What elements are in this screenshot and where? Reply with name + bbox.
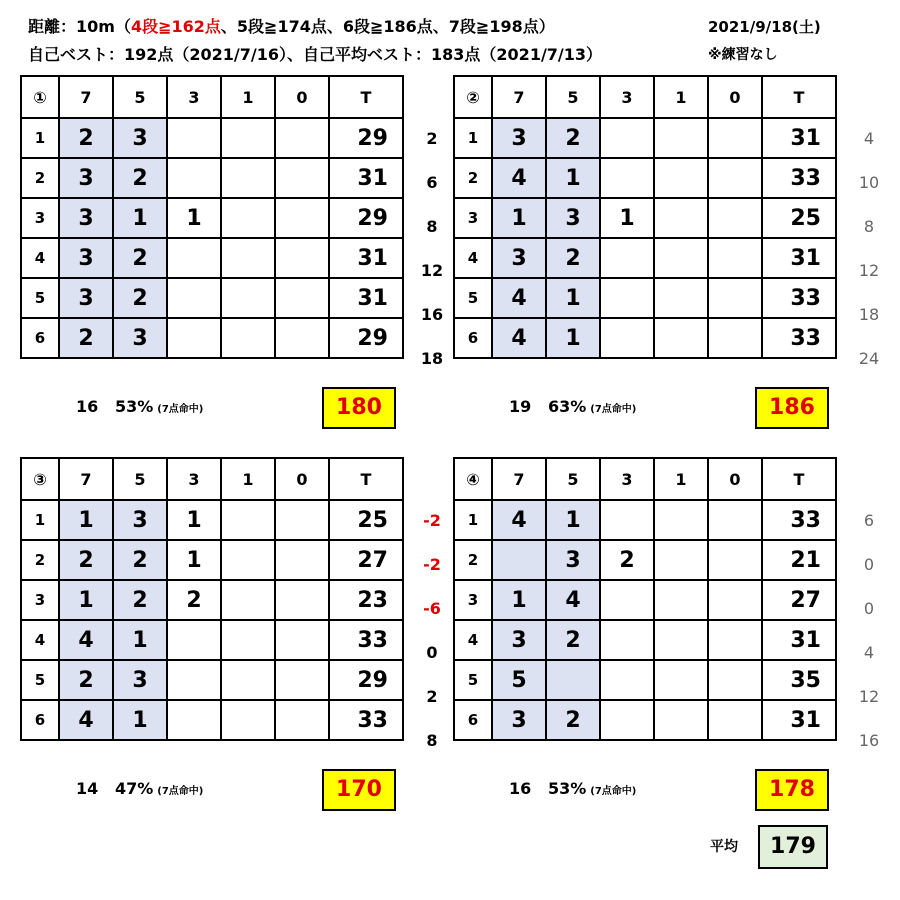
round-label: ③ — [21, 458, 59, 500]
hit-count-cell — [221, 660, 275, 700]
hit-count-cell — [600, 500, 654, 540]
hit-count-cell: 3 — [59, 278, 113, 318]
hit-count-cell — [600, 158, 654, 198]
hit-count-cell: 2 — [167, 580, 221, 620]
hit-count-cell — [654, 580, 708, 620]
hit-count-cell — [167, 278, 221, 318]
hit-count-cell: 3 — [546, 540, 600, 580]
hit-count-cell — [275, 278, 329, 318]
end-number: 5 — [454, 278, 492, 318]
round-3-pct-note: (7点命中) — [157, 786, 204, 797]
hit-count-cell — [275, 540, 329, 580]
round-label: ① — [21, 76, 59, 118]
end-number: 4 — [454, 620, 492, 660]
end-number: 3 — [454, 580, 492, 620]
end-row — [454, 540, 836, 580]
right-diff-value: 6 — [863, 511, 875, 530]
hit-count-cell — [708, 500, 762, 540]
end-total-cell: 35 — [762, 660, 836, 700]
hit-count-cell — [600, 580, 654, 620]
round-1-pct-note: (7点命中) — [157, 404, 204, 415]
side-diff-value: 16 — [420, 305, 444, 324]
hit-count-cell — [654, 500, 708, 540]
hit-count-cell — [654, 118, 708, 158]
column-header: 7 — [492, 76, 546, 118]
hit-count-cell: 4 — [59, 620, 113, 660]
hit-count-cell: 3 — [113, 660, 167, 700]
hit-count-cell: 4 — [492, 278, 546, 318]
hit-count-cell — [167, 158, 221, 198]
hit-count-cell — [600, 118, 654, 158]
end-number: 4 — [21, 238, 59, 278]
hit-count-cell: 2 — [59, 318, 113, 358]
column-header: 5 — [546, 458, 600, 500]
round-4-table — [453, 457, 837, 741]
column-header: 5 — [113, 76, 167, 118]
right-diff-value: 10 — [858, 173, 880, 192]
end-total-cell: 31 — [329, 238, 403, 278]
hit-count-cell: 2 — [546, 620, 600, 660]
column-header: 0 — [275, 458, 329, 500]
column-header: 1 — [654, 76, 708, 118]
hit-count-cell — [221, 318, 275, 358]
end-row — [21, 118, 403, 158]
hit-count-cell — [654, 198, 708, 238]
round-1-hits: 16 — [76, 397, 99, 416]
end-row — [21, 278, 403, 318]
hit-count-cell — [654, 700, 708, 740]
column-header: 1 — [221, 76, 275, 118]
round-1-table — [20, 75, 404, 359]
end-row — [21, 580, 403, 620]
end-row — [454, 620, 836, 660]
hit-count-cell — [221, 580, 275, 620]
hit-count-cell — [708, 318, 762, 358]
end-total-cell: 27 — [329, 540, 403, 580]
column-header: T — [762, 76, 836, 118]
hit-count-cell: 2 — [59, 540, 113, 580]
right-diff-value: 4 — [863, 643, 875, 662]
personal-best-line: 自己ベスト：192点（2021/7/16）、自己平均ベスト：183点（2021/7/13） — [28, 45, 603, 64]
distance-line — [28, 14, 555, 37]
round-label: ② — [454, 76, 492, 118]
end-row — [454, 118, 836, 158]
hit-count-cell — [708, 580, 762, 620]
end-total-cell: 31 — [762, 620, 836, 660]
hit-count-cell — [275, 158, 329, 198]
hit-count-cell: 2 — [546, 238, 600, 278]
session-note: ※練習なし — [708, 47, 778, 63]
hit-count-cell: 1 — [59, 500, 113, 540]
end-total-cell: 33 — [762, 318, 836, 358]
right-diff-value: 4 — [863, 129, 875, 148]
hit-count-cell: 3 — [492, 118, 546, 158]
hit-count-cell — [221, 198, 275, 238]
hit-count-cell: 2 — [113, 580, 167, 620]
right-diff-value: 12 — [858, 261, 880, 280]
column-header: 1 — [221, 458, 275, 500]
end-total-cell: 33 — [762, 158, 836, 198]
end-number: 1 — [21, 118, 59, 158]
end-total-cell: 33 — [329, 700, 403, 740]
hit-count-cell: 3 — [59, 158, 113, 198]
hit-count-cell: 1 — [546, 278, 600, 318]
hit-count-cell: 2 — [113, 278, 167, 318]
round-3-pct: 47% — [114, 779, 154, 798]
hit-count-cell: 1 — [546, 500, 600, 540]
hit-count-cell — [654, 620, 708, 660]
hit-count-cell: 2 — [546, 700, 600, 740]
end-number: 3 — [454, 198, 492, 238]
rank-thresholds-rest: 、5段≧174点、6段≧186点、7段≧198点） — [220, 17, 555, 36]
round-3-total: 170 — [322, 769, 396, 811]
hit-count-cell — [654, 238, 708, 278]
end-number: 1 — [454, 500, 492, 540]
end-row — [21, 318, 403, 358]
hit-count-cell: 2 — [113, 540, 167, 580]
end-row — [454, 700, 836, 740]
round-4-hits: 16 — [509, 779, 532, 798]
hit-count-cell — [221, 278, 275, 318]
column-header: 1 — [654, 458, 708, 500]
column-header: 3 — [600, 458, 654, 500]
side-diff-value: 18 — [420, 349, 444, 368]
hit-count-cell — [708, 278, 762, 318]
end-total-cell: 29 — [329, 318, 403, 358]
round-1-pct: 53% — [114, 397, 154, 416]
end-number: 2 — [454, 158, 492, 198]
end-number: 6 — [454, 318, 492, 358]
end-total-cell: 31 — [329, 278, 403, 318]
hit-count-cell — [221, 620, 275, 660]
hit-count-cell: 1 — [113, 620, 167, 660]
end-row — [21, 540, 403, 580]
end-number: 2 — [21, 540, 59, 580]
hit-count-cell: 4 — [492, 500, 546, 540]
hit-count-cell — [167, 700, 221, 740]
column-header: 7 — [492, 458, 546, 500]
end-row — [21, 700, 403, 740]
end-number: 2 — [454, 540, 492, 580]
column-header: T — [329, 458, 403, 500]
end-row — [21, 660, 403, 700]
hit-count-cell — [600, 620, 654, 660]
hit-count-cell — [167, 238, 221, 278]
hit-count-cell: 1 — [113, 198, 167, 238]
end-number: 2 — [21, 158, 59, 198]
hit-count-cell: 2 — [113, 158, 167, 198]
hit-count-cell: 1 — [492, 580, 546, 620]
hit-count-cell — [275, 500, 329, 540]
end-row — [21, 238, 403, 278]
hit-count-cell: 1 — [600, 198, 654, 238]
end-number: 3 — [21, 580, 59, 620]
hit-count-cell: 4 — [492, 158, 546, 198]
right-diff-value: 12 — [858, 687, 880, 706]
side-diff-value: 8 — [426, 217, 438, 236]
end-total-cell: 31 — [762, 118, 836, 158]
rank-threshold-4dan: 4段≧162点 — [130, 17, 221, 36]
end-number: 6 — [454, 700, 492, 740]
round-1-total: 180 — [322, 387, 396, 429]
column-header: 0 — [708, 458, 762, 500]
column-header: 5 — [546, 76, 600, 118]
side-diff-value: 6 — [426, 173, 438, 192]
right-diff-value: 24 — [858, 349, 880, 368]
round-4-pct-note: (7点命中) — [590, 786, 637, 797]
hit-count-cell: 3 — [113, 318, 167, 358]
end-row — [454, 198, 836, 238]
end-number: 1 — [21, 500, 59, 540]
end-total-cell: 33 — [329, 620, 403, 660]
hit-count-cell: 3 — [113, 500, 167, 540]
end-total-cell: 31 — [329, 158, 403, 198]
hit-count-cell: 3 — [59, 238, 113, 278]
hit-count-cell — [654, 318, 708, 358]
right-diff-value: 0 — [863, 599, 875, 618]
average-value: 179 — [758, 825, 828, 869]
hit-count-cell — [600, 318, 654, 358]
hit-count-cell: 4 — [59, 700, 113, 740]
hit-count-cell: 2 — [113, 238, 167, 278]
side-diff-value: 0 — [426, 643, 438, 662]
hit-count-cell — [492, 540, 546, 580]
end-row — [21, 620, 403, 660]
hit-count-cell: 3 — [492, 620, 546, 660]
round-2-pct: 63% — [547, 397, 587, 416]
end-row — [454, 318, 836, 358]
side-diff-value: -2 — [423, 555, 441, 574]
end-total-cell: 29 — [329, 660, 403, 700]
end-row — [454, 278, 836, 318]
hit-count-cell: 3 — [59, 198, 113, 238]
hit-count-cell — [167, 118, 221, 158]
column-header: T — [762, 458, 836, 500]
hit-count-cell: 2 — [59, 118, 113, 158]
end-row — [454, 500, 836, 540]
hit-count-cell — [708, 158, 762, 198]
right-diff-value: 16 — [858, 731, 880, 750]
column-header: 0 — [708, 76, 762, 118]
hit-count-cell — [600, 700, 654, 740]
hit-count-cell — [275, 318, 329, 358]
round-1-stats — [76, 397, 203, 416]
round-4-pct: 53% — [547, 779, 587, 798]
hit-count-cell — [275, 620, 329, 660]
end-total-cell: 23 — [329, 580, 403, 620]
hit-count-cell — [654, 158, 708, 198]
hit-count-cell — [708, 238, 762, 278]
hit-count-cell: 1 — [59, 580, 113, 620]
end-total-cell: 25 — [329, 500, 403, 540]
end-number: 5 — [21, 278, 59, 318]
distance-text: 距離：10m（ — [28, 17, 131, 36]
column-header: 3 — [167, 458, 221, 500]
hit-count-cell — [167, 660, 221, 700]
end-total-cell: 25 — [762, 198, 836, 238]
end-row — [454, 158, 836, 198]
hit-count-cell — [167, 318, 221, 358]
hit-count-cell — [221, 118, 275, 158]
column-header: 7 — [59, 458, 113, 500]
hit-count-cell — [600, 238, 654, 278]
column-header: 7 — [59, 76, 113, 118]
session-date: 2021/9/18(土) — [708, 18, 821, 36]
hit-count-cell — [600, 660, 654, 700]
round-3-hits: 14 — [76, 779, 99, 798]
hit-count-cell — [275, 580, 329, 620]
round-2-stats — [509, 397, 636, 416]
round-2-pct-note: (7点命中) — [590, 404, 637, 415]
end-row — [21, 158, 403, 198]
end-total-cell: 29 — [329, 118, 403, 158]
hit-count-cell — [221, 158, 275, 198]
column-header: 0 — [275, 76, 329, 118]
round-3-stats — [76, 779, 203, 798]
end-total-cell: 31 — [762, 238, 836, 278]
hit-count-cell — [708, 700, 762, 740]
round-label: ④ — [454, 458, 492, 500]
hit-count-cell: 3 — [492, 238, 546, 278]
hit-count-cell — [221, 540, 275, 580]
round-2-total: 186 — [755, 387, 829, 429]
hit-count-cell — [654, 278, 708, 318]
end-row — [454, 238, 836, 278]
round-2-hits: 19 — [509, 397, 532, 416]
side-diff-value: 12 — [420, 261, 444, 280]
hit-count-cell — [221, 238, 275, 278]
right-diff-value: 8 — [863, 217, 875, 236]
hit-count-cell — [167, 620, 221, 660]
hit-count-cell — [654, 540, 708, 580]
average-label: 平均 — [710, 839, 738, 855]
end-total-cell: 29 — [329, 198, 403, 238]
hit-count-cell: 2 — [59, 660, 113, 700]
side-diff-value: -6 — [423, 599, 441, 618]
hit-count-cell: 4 — [546, 580, 600, 620]
hit-count-cell: 5 — [492, 660, 546, 700]
end-row — [21, 198, 403, 238]
round-2-table — [453, 75, 837, 359]
hit-count-cell: 4 — [492, 318, 546, 358]
hit-count-cell: 1 — [113, 700, 167, 740]
hit-count-cell: 1 — [492, 198, 546, 238]
hit-count-cell — [546, 660, 600, 700]
end-row — [454, 580, 836, 620]
column-header: 3 — [167, 76, 221, 118]
end-number: 1 — [454, 118, 492, 158]
hit-count-cell — [708, 540, 762, 580]
right-diff-value: 18 — [858, 305, 880, 324]
hit-count-cell: 1 — [167, 540, 221, 580]
hit-count-cell: 3 — [113, 118, 167, 158]
hit-count-cell — [275, 700, 329, 740]
side-diff-value: 2 — [426, 129, 438, 148]
hit-count-cell — [275, 198, 329, 238]
hit-count-cell — [600, 278, 654, 318]
end-number: 3 — [21, 198, 59, 238]
end-total-cell: 27 — [762, 580, 836, 620]
column-header: T — [329, 76, 403, 118]
end-total-cell: 33 — [762, 278, 836, 318]
hit-count-cell: 2 — [546, 118, 600, 158]
end-total-cell: 21 — [762, 540, 836, 580]
hit-count-cell — [275, 118, 329, 158]
end-number: 5 — [454, 660, 492, 700]
hit-count-cell: 1 — [167, 198, 221, 238]
round-3-table — [20, 457, 404, 741]
round-4-stats — [509, 779, 636, 798]
hit-count-cell — [275, 660, 329, 700]
end-total-cell: 33 — [762, 500, 836, 540]
round-4-total: 178 — [755, 769, 829, 811]
hit-count-cell: 3 — [546, 198, 600, 238]
end-row — [21, 500, 403, 540]
hit-count-cell: 1 — [546, 158, 600, 198]
hit-count-cell — [708, 198, 762, 238]
end-number: 4 — [454, 238, 492, 278]
hit-count-cell: 3 — [492, 700, 546, 740]
hit-count-cell: 1 — [167, 500, 221, 540]
hit-count-cell — [708, 118, 762, 158]
hit-count-cell: 1 — [546, 318, 600, 358]
side-diff-value: 8 — [426, 731, 438, 750]
side-diff-value: -2 — [423, 511, 441, 530]
hit-count-cell — [275, 238, 329, 278]
column-header: 5 — [113, 458, 167, 500]
end-number: 5 — [21, 660, 59, 700]
hit-count-cell — [654, 660, 708, 700]
hit-count-cell — [221, 500, 275, 540]
end-number: 4 — [21, 620, 59, 660]
hit-count-cell: 2 — [600, 540, 654, 580]
column-header: 3 — [600, 76, 654, 118]
right-diff-value: 0 — [863, 555, 875, 574]
hit-count-cell — [221, 700, 275, 740]
side-diff-value: 2 — [426, 687, 438, 706]
end-number: 6 — [21, 318, 59, 358]
hit-count-cell — [708, 620, 762, 660]
end-row — [454, 660, 836, 700]
hit-count-cell — [708, 660, 762, 700]
end-total-cell: 31 — [762, 700, 836, 740]
end-number: 6 — [21, 700, 59, 740]
